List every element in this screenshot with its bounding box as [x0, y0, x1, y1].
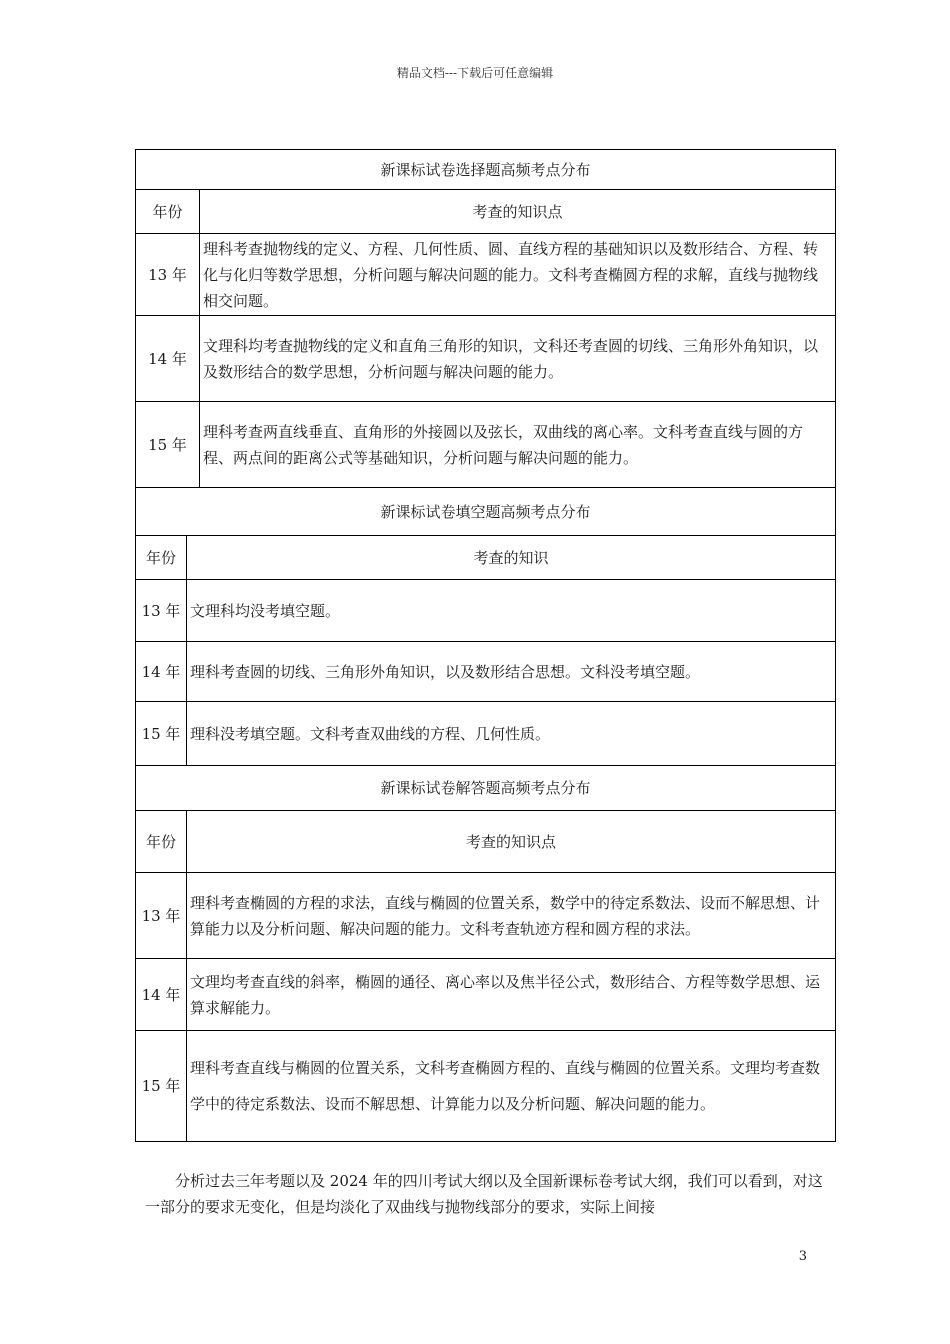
column-header-content: 考查的知识点 [187, 811, 836, 873]
table-row [136, 402, 836, 488]
year-cell: 13 年 [136, 234, 200, 316]
table-row [136, 1031, 836, 1142]
year-cell: 13 年 [136, 873, 187, 959]
year-cell: 15 年 [136, 402, 200, 488]
table-title: 新课标试卷解答题高频考点分布 [136, 766, 836, 811]
content-cell: 理科考查抛物线的定义、方程、几何性质、圆、直线方程的基础知识以及数形结合、方程、转化与化归等数学思想，分析问题与解决问题的能力。文科考查椭圆方程的求解，直线与抛物线相交问题。 [200, 234, 836, 316]
header-note: 精品文档---下载后可任意编辑 [396, 66, 554, 80]
table-title: 新课标试卷填空题高频考点分布 [136, 488, 836, 536]
column-header-content: 考查的知识点 [200, 190, 836, 234]
year-cell: 14 年 [136, 316, 200, 402]
answer-questions-table [135, 765, 836, 1142]
column-header-content: 考查的知识 [187, 536, 836, 580]
table-row [136, 234, 836, 316]
table-title: 新课标试卷选择题高频考点分布 [136, 150, 836, 190]
column-header-year: 年份 [136, 536, 187, 580]
content-cell: 文理科均考查抛物线的定义和直角三角形的知识，文科还考查圆的切线、三角形外角知识，以及数形结合的数学思想，分析问题与解决问题的能力。 [200, 316, 836, 402]
table-row [136, 873, 836, 959]
table-row [136, 702, 836, 766]
page-number: 3 [798, 1249, 807, 1264]
table-title-row [136, 766, 836, 811]
year-cell: 13 年 [136, 580, 187, 642]
table-title-row [136, 488, 836, 536]
content-cell: 理科没考填空题。文科考查双曲线的方程、几何性质。 [187, 702, 836, 766]
content-cell: 理科考查椭圆的方程的求法，直线与椭圆的位置关系，数学中的待定系数法、设而不解思想、计算能力以及分析问题、解决问题的能力。文科考查轨迹方程和圆方程的求法。 [187, 873, 836, 959]
table-row [136, 959, 836, 1031]
table-title-row [136, 150, 836, 190]
year-cell: 15 年 [136, 702, 187, 766]
table-header-row [136, 190, 836, 234]
table-header-row [136, 811, 836, 873]
fill-blank-questions-table [135, 487, 836, 766]
year-cell: 14 年 [136, 642, 187, 702]
content-cell: 理科考查圆的切线、三角形外角知识，以及数形结合思想。文科没考填空题。 [187, 642, 836, 702]
content-cell: 文理均考查直线的斜率，椭圆的通径、离心率以及焦半径公式，数形结合、方程等数学思想、运算求解能力。 [187, 959, 836, 1031]
content-cell: 理科考查两直线垂直、直角形的外接圆以及弦长，双曲线的离心率。文科考查直线与圆的方程、两点间的距离公式等基础知识，分析问题与解决问题的能力。 [200, 402, 836, 488]
table-header-row [136, 536, 836, 580]
analysis-paragraph: 分析过去三年考题以及 2024 年的四川考试大纲以及全国新课标卷考试大纲，我们可以看到，对这一部分的要求无变化，但是均淡化了双曲线与抛物线部分的要求，实际上间接 [145, 1172, 823, 1216]
choice-questions-table [135, 149, 836, 488]
table-row [136, 580, 836, 642]
year-cell: 15 年 [136, 1031, 187, 1142]
table-row [136, 642, 836, 702]
column-header-year: 年份 [136, 811, 187, 873]
table-row [136, 316, 836, 402]
content-cell: 理科考查直线与椭圆的位置关系，文科考查椭圆方程的、直线与椭圆的位置关系。文理均考查数学中的待定系数法、设而不解思想、计算能力以及分析问题、解决问题的能力。 [187, 1031, 836, 1142]
column-header-year: 年份 [136, 190, 200, 234]
year-cell: 14 年 [136, 959, 187, 1031]
content-cell: 文理科均没考填空题。 [187, 580, 836, 642]
